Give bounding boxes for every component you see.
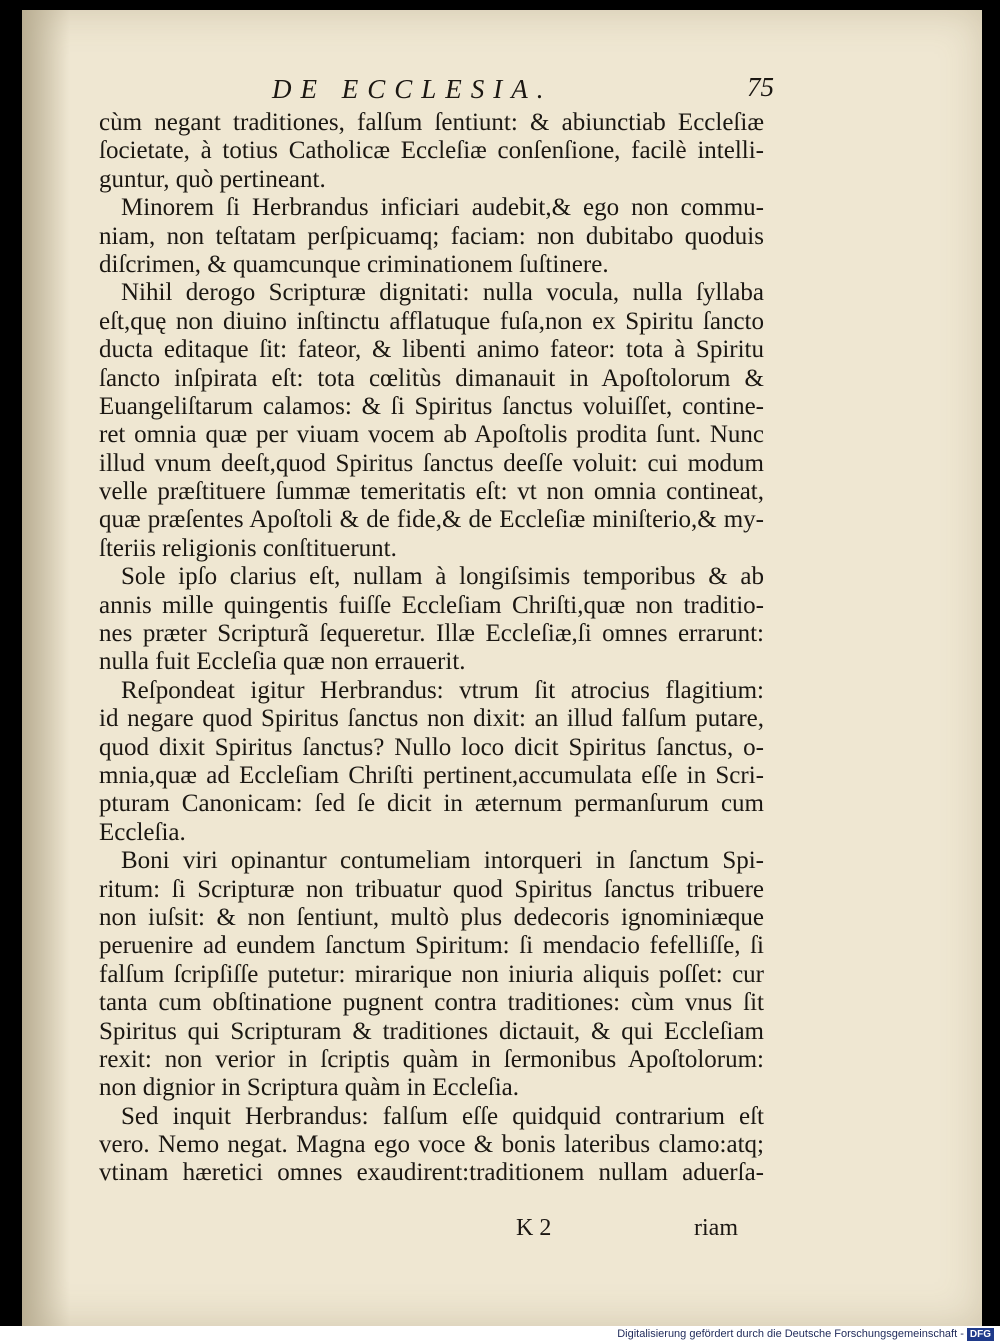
text-line: vtinam hæretici omnes exaudirent:traditionem nullam aduerſa- bbox=[99, 1159, 764, 1187]
text-line: non dignior in Scriptura quàm in Eccleſia. bbox=[99, 1074, 520, 1102]
text-line: pturam Canonicam: ſed ſe dicit in æternum permanſurum cum bbox=[99, 790, 764, 818]
text-line: ret omnia quæ per viuam vocem ab Apoſtolis prodita ſunt. Nunc bbox=[99, 421, 764, 449]
text-line: falſum ſcripſiſſe putetur: mirarique non iniuria aliquis poſſet: cur bbox=[99, 960, 764, 988]
credit-text: Digitalisierung gefördert durch die Deutsche Forschungsgemeinschaft - bbox=[617, 1328, 964, 1340]
page-gutter-shadow bbox=[22, 10, 70, 1326]
text-line: Spiritus qui Scripturam & traditiones dictauit, & qui Eccleſiam bbox=[99, 1017, 764, 1045]
body-text bbox=[99, 109, 764, 1188]
text-line: quæ præſentes Apoſtoli & de fide,& de Eccleſiæ miniſterio,& my- bbox=[99, 506, 764, 534]
text-line: Nihil derogo Scripturæ dignitati: nulla vocula, nulla ſyllaba bbox=[121, 279, 764, 307]
text-line: Minorem ſi Herbrandus inficiari audebit,& ego non commu- bbox=[121, 194, 764, 222]
text-line: nulla fuit Eccleſia quæ non errauerit. bbox=[99, 648, 466, 676]
text-line: velle præſtituere ſummæ temeritatis eſt: vt non omnia contineat, bbox=[99, 478, 764, 506]
book-page bbox=[22, 10, 982, 1326]
text-line: ducta editaque ſit: fateor, & libenti animo fateor: tota à Spiritu bbox=[99, 336, 764, 364]
text-line: peruenire ad eundem ſanctum Spiritum: ſi mendacio fefelliſſe, ſi bbox=[99, 932, 764, 960]
digitization-credit bbox=[617, 1327, 994, 1341]
text-line: ſteriis religionis conſtituerunt. bbox=[99, 534, 397, 562]
text-line: diſcrimen, & quamcunque criminationem ſuſtinere. bbox=[99, 250, 609, 278]
signature-mark: K 2 bbox=[516, 1215, 552, 1241]
running-head: DE ECCLESIA. bbox=[272, 74, 553, 104]
text-line: vero. Nemo negat. Magna ego voce & bonis lateribus clamo:atq; bbox=[99, 1131, 764, 1159]
text-line: illud vnum deeſt,quod Spiritus ſanctus deeſſe voluit: cui modum bbox=[99, 449, 764, 477]
text-line: guntur, quò pertineant. bbox=[99, 165, 326, 193]
text-line: nes præter Scripturã ſequeretur. Illæ Eccleſiæ,ſi omnes errarunt: bbox=[99, 620, 764, 648]
text-line: ſocietate, à totius Catholicæ Eccleſiæ conſenſione, facilè intelli- bbox=[99, 137, 764, 165]
text-line: niam, non teſtatam perſpicuamq; faciam: non dubitabo quoduis bbox=[99, 222, 764, 250]
text-line: Euangeliſtarum calamos: & ſi Spiritus ſanctus voluiſſet, contine- bbox=[99, 392, 764, 420]
text-line: Sole ipſo clarius eſt, nullam à longiſsimis temporibus & ab bbox=[121, 563, 764, 591]
text-line: cùm negant traditiones, falſum ſentiunt: & abiunctiab Eccleſiæ bbox=[99, 109, 764, 136]
text-line: non iuſsit: & non ſentiunt, multò plus dedecoris ignominiæque bbox=[99, 903, 764, 931]
text-line: annis mille quingentis fuiſſe Eccleſiam Chriſti,quæ non traditio- bbox=[99, 591, 764, 619]
text-line: Eccleſia. bbox=[99, 818, 186, 846]
text-line: eſt,quę non diuino inſtinctu afflatuque fuſa,non ex Spiritu ſancto bbox=[99, 307, 764, 335]
dfg-logo: DFG bbox=[967, 1328, 994, 1341]
text-line: Sed inquit Herbrandus: falſum eſſe quidquid contrarium eſt bbox=[121, 1102, 764, 1130]
text-line: ritum: ſi Scripturæ non tribuatur quod Spiritus ſanctus tribuere bbox=[99, 875, 764, 903]
text-line: id negare quod Spiritus ſanctus non dixit: an illud falſum putare, bbox=[99, 705, 764, 733]
catchword: riam bbox=[694, 1215, 738, 1241]
text-line: quod dixit Spiritus ſanctus? Nullo loco dicit Spiritus ſanctus, o- bbox=[99, 733, 764, 761]
text-line: ſancto inſpirata eſt: tota cœlitùs dimanauit in Apoſtolorum & bbox=[99, 364, 764, 392]
text-line: rexit: non verior in ſcriptis quàm in ſermonibus Apoſtolorum: bbox=[99, 1045, 764, 1073]
page-number: 75 bbox=[747, 72, 774, 102]
text-line: Reſpondeat igitur Herbrandus: vtrum ſit atrocius flagitium: bbox=[121, 676, 764, 704]
text-line: mnia,quæ ad Eccleſiam Chriſti pertinent,accumulata eſſe in Scri- bbox=[99, 761, 764, 789]
text-line: tanta cum obſtinatione pugnent contra traditiones: cùm vnus ſit bbox=[99, 989, 764, 1017]
text-line: Boni viri opinantur contumeliam intorqueri in ſanctum Spi- bbox=[121, 847, 764, 875]
